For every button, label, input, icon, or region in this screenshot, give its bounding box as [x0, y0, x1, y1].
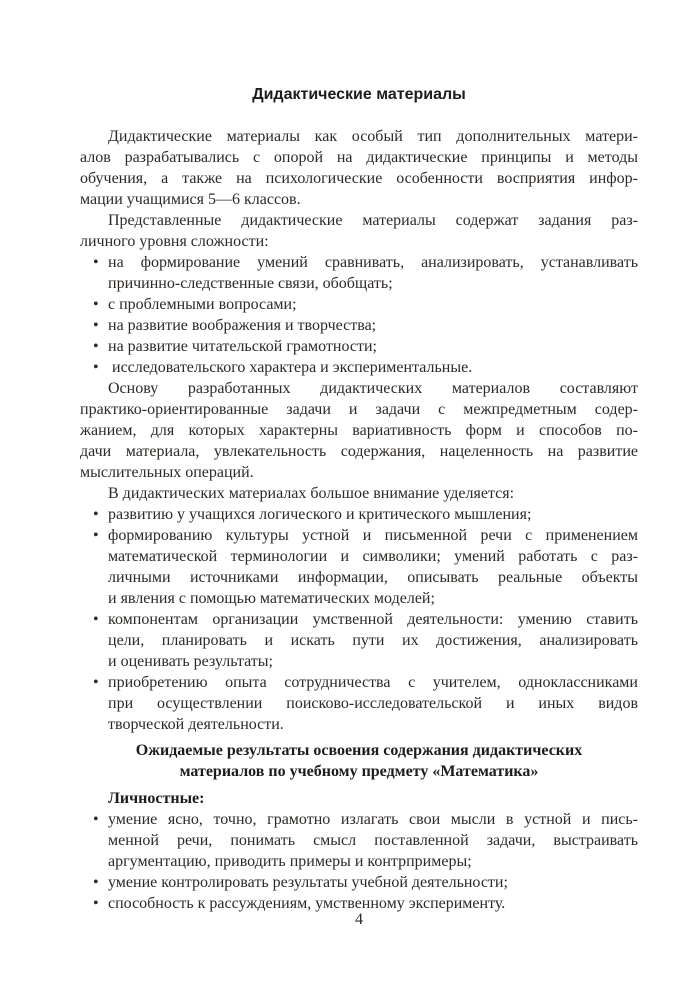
bullet-item — [80, 252, 638, 294]
bullet-item — [80, 609, 638, 672]
paragraph-intro — [80, 126, 638, 210]
bullet-icon: • — [93, 359, 99, 376]
text-line: и явления с помощью математических моделей; — [108, 590, 435, 607]
text-line: при осуществлении поисково-исследовательской и иных видов — [108, 695, 638, 712]
text-line: личными источниками информации, описывать реальные объекты — [108, 569, 638, 586]
text-line: Личностные: — [108, 790, 205, 807]
text-line: • на развитие воображения и творчества; — [93, 317, 377, 334]
text-line: Основу разработанных дидактических материалов составляют — [108, 380, 638, 397]
bullet-item — [80, 294, 638, 315]
text-line: цели, планировать и искать пути их достижения, анализировать — [108, 632, 638, 649]
text-line: Представленные дидактические материалы содержат задания раз- — [108, 212, 638, 229]
text-line: и оценивать результаты; — [108, 653, 273, 670]
paragraph-levels — [80, 210, 638, 252]
text-line: менной речи, понимать смысл поставленной задачи, выстраивать — [108, 832, 638, 849]
page-title: Дидактические материалы — [252, 86, 466, 103]
attention-list — [80, 504, 638, 735]
text-line: • умение контролировать результаты учебной деятельности; — [93, 874, 508, 891]
text-line: мыслительных операций. — [80, 464, 254, 481]
bullet-item — [80, 525, 638, 609]
text-line: творческой деятельности. — [108, 716, 284, 733]
content-column — [80, 0, 638, 914]
text-line: • компонентам организации умственной деятельности: умению ставить — [93, 611, 638, 628]
paragraph-basis — [80, 378, 638, 483]
section-heading-results — [80, 740, 638, 782]
text-line: аргументацию, приводить примеры и контрпримеры; — [108, 853, 472, 870]
bullet-item — [80, 336, 638, 357]
text-line: Ожидаемые результаты освоения содержания дидактических — [135, 742, 583, 759]
text-line: • способность к рассуждениям, умственному эксперименту. — [93, 895, 506, 912]
text-line: причинно-следственные связи, обобщать; — [108, 275, 393, 292]
text-line: • приобретению опыта сотрудничества с учителем, одноклассниками — [93, 674, 638, 691]
bullet-icon: • — [93, 254, 99, 271]
text-line: обучения, а также на психологические особенности восприятия инфор- — [80, 170, 638, 187]
bullet-icon: • — [93, 611, 99, 628]
text-line: дачи материала, увлекательность содержания, нацеленность на развитие — [80, 443, 638, 460]
content-blocks — [80, 126, 638, 914]
text-line: личного уровня сложности: — [80, 233, 269, 250]
text-line: • на формирование умений сравнивать, анализировать, устанавливать — [93, 254, 638, 271]
bullet-icon: • — [93, 811, 99, 828]
text-line: жанием, для которых характерны вариативность форм и способов по- — [80, 422, 638, 439]
paragraph-attention — [80, 483, 638, 504]
text-line: алов разрабатывались с опорой на дидактические принципы и методы — [80, 149, 638, 166]
bullet-icon: • — [93, 874, 99, 891]
text-line: В дидактических материалах большое внимание уделяется: — [108, 485, 515, 502]
text-line: • на развитие читательской грамотности; — [93, 338, 377, 355]
bullet-icon: • — [93, 674, 99, 691]
bullet-item — [80, 315, 638, 336]
text-line: мации учащимися 5—6 классов. — [80, 191, 301, 208]
text-line: • исследовательского характера и экспериментальные. — [93, 359, 473, 376]
subsection-heading-personal — [80, 788, 638, 809]
task-types-list — [80, 252, 638, 378]
text-line: • умение ясно, точно, грамотно излагать свои мысли в устной и пись- — [93, 811, 638, 828]
bullet-icon: • — [93, 895, 99, 912]
text-line: практико-ориентированные задачи и задачи с межпредметным содер- — [80, 401, 638, 418]
bullet-icon: • — [93, 527, 99, 544]
bullet-item — [80, 809, 638, 872]
text-line: Дидактические материалы как особый тип дополнительных матери- — [108, 128, 638, 145]
bullet-item — [80, 872, 638, 893]
text-line: • развитию у учащихся логического и критического мышления; — [93, 506, 532, 523]
text-line: математической терминологии и символики; умений работать с раз- — [108, 548, 638, 565]
bullet-item — [80, 672, 638, 735]
bullet-icon: • — [93, 506, 99, 523]
text-line: • с проблемными вопросами; — [93, 296, 297, 313]
bullet-item — [80, 504, 638, 525]
text-line: • формированию культуры устной и письменной речи с применением — [93, 527, 638, 544]
page-number: 4 — [355, 911, 363, 928]
personal-results-list — [80, 809, 638, 914]
bullet-icon: • — [93, 317, 99, 334]
text-line: материалов по учебному предмету «Математика» — [179, 763, 539, 780]
bullet-icon: • — [93, 338, 99, 355]
bullet-item — [80, 357, 638, 378]
bullet-icon: • — [93, 296, 99, 313]
